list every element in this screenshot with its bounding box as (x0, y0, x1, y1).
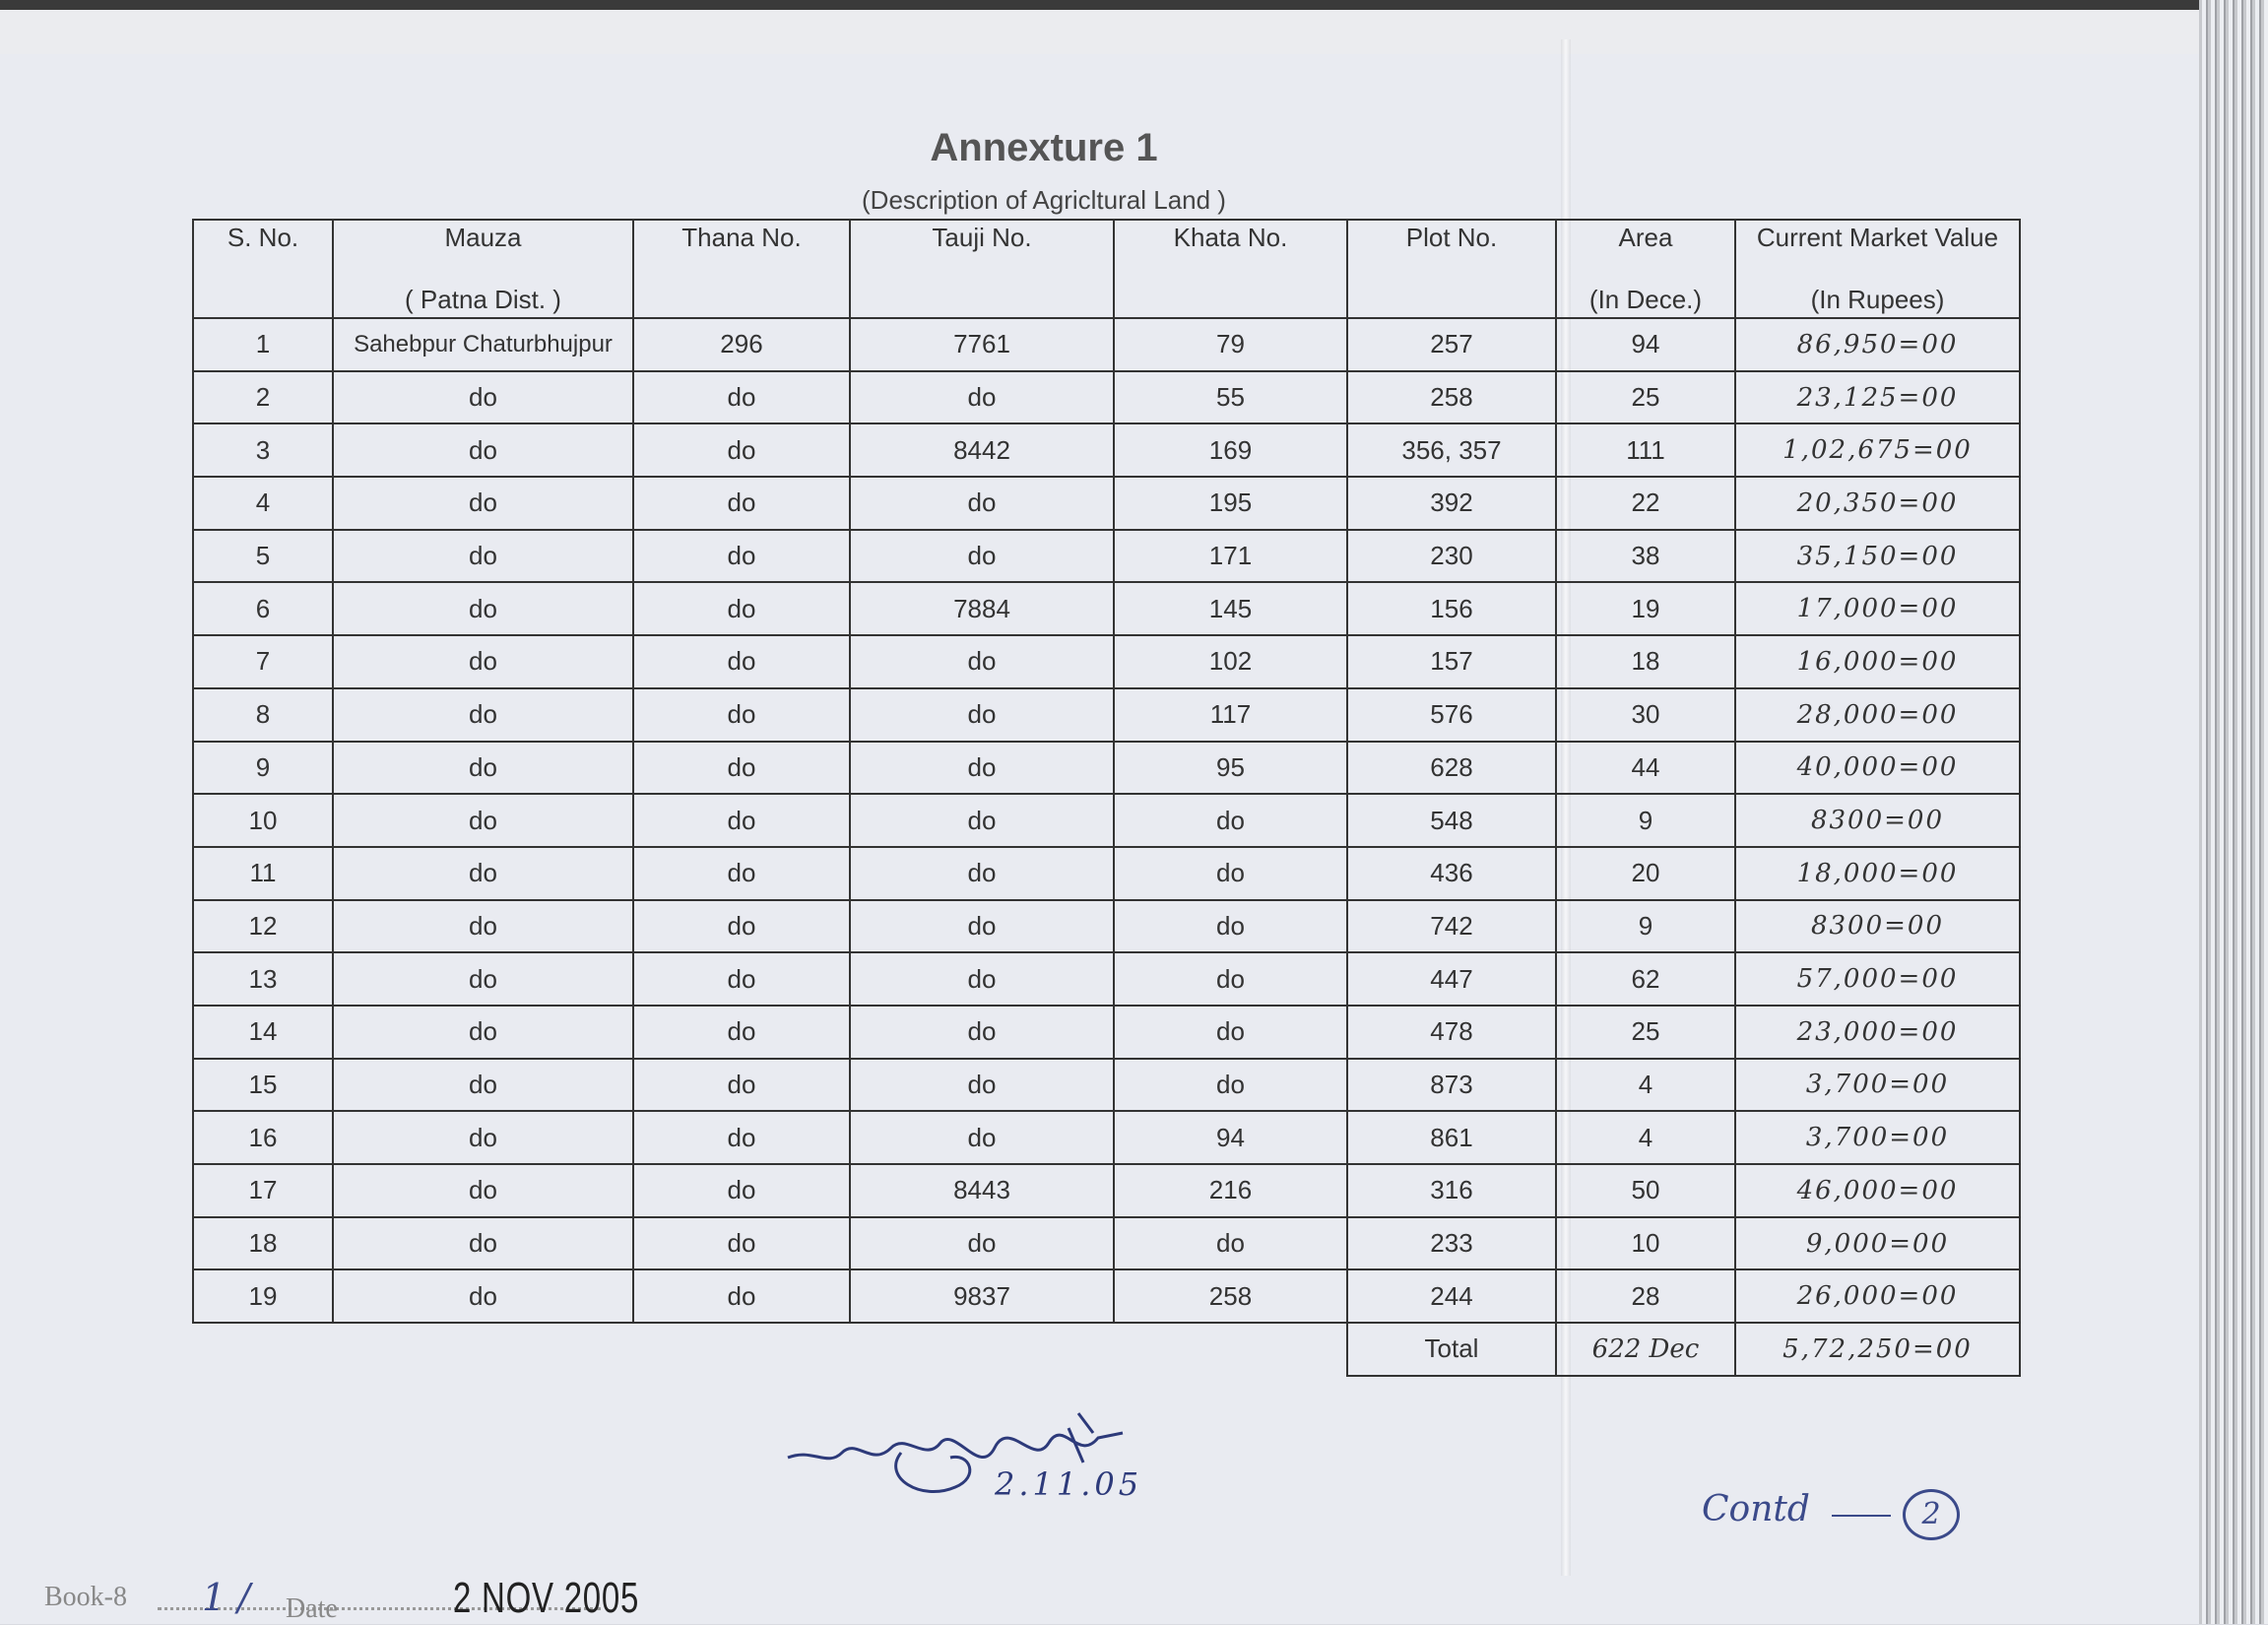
serial-cell: 7 (193, 635, 333, 688)
serial-cell: 4 (193, 477, 333, 530)
khata-cell: 117 (1114, 688, 1347, 742)
tauji-cell: do (850, 477, 1114, 530)
area-cell: 50 (1556, 1164, 1735, 1217)
tauji-cell: do (850, 847, 1114, 900)
area-cell: 20 (1556, 847, 1735, 900)
tauji-cell: 7761 (850, 318, 1114, 371)
khata-cell: 171 (1114, 530, 1347, 583)
area-cell: 9 (1556, 794, 1735, 847)
serial-cell: 19 (193, 1269, 333, 1323)
area-cell: 4 (1556, 1059, 1735, 1112)
mauza-cell: do (333, 1111, 633, 1164)
area-cell: 10 (1556, 1217, 1735, 1270)
tauji-cell: do (850, 794, 1114, 847)
thana-cell: do (633, 582, 850, 635)
khata-cell: do (1114, 900, 1347, 953)
area-cell: 18 (1556, 635, 1735, 688)
table-row (193, 1006, 2020, 1059)
plot-cell: 447 (1347, 952, 1556, 1006)
serial-cell: 9 (193, 742, 333, 795)
column-header-label: Plot No. (1405, 223, 1498, 252)
plot-cell: 230 (1347, 530, 1556, 583)
tauji-cell: 7884 (850, 582, 1114, 635)
khata-cell: do (1114, 952, 1347, 1006)
khata-cell: 94 (1114, 1111, 1347, 1164)
thana-cell: do (633, 1111, 850, 1164)
serial-cell: 5 (193, 530, 333, 583)
tauji-cell: do (850, 635, 1114, 688)
serial-cell: 15 (193, 1059, 333, 1112)
column-header-label: S. No. (227, 223, 299, 252)
khata-cell: 55 (1114, 371, 1347, 424)
area-cell: 9 (1556, 900, 1735, 953)
plot-cell: 873 (1347, 1059, 1556, 1112)
tauji-cell: do (850, 530, 1114, 583)
plot-cell: 316 (1347, 1164, 1556, 1217)
serial-cell: 6 (193, 582, 333, 635)
mauza-cell: Sahebpur Chaturbhujpur (333, 318, 633, 371)
book-mark: 1 / (202, 1576, 251, 1619)
tauji-cell: 8442 (850, 423, 1114, 477)
thana-cell: do (633, 1269, 850, 1323)
total-area: 622 Dec (1556, 1323, 1735, 1376)
mauza-cell: do (333, 423, 633, 477)
top-strip (0, 0, 2268, 59)
area-cell: 22 (1556, 477, 1735, 530)
mauza-cell: do (333, 371, 633, 424)
scan-edge (0, 0, 2268, 10)
serial-cell: 14 (193, 1006, 333, 1059)
table-row (193, 423, 2020, 477)
table-row (193, 952, 2020, 1006)
column-header (333, 220, 633, 318)
table-row (193, 1217, 2020, 1270)
column-header-label: Current Market Value (1756, 223, 1999, 252)
table-row (193, 900, 2020, 953)
khata-cell: 195 (1114, 477, 1347, 530)
market-value-cell: 46,000=00 (1735, 1164, 2020, 1217)
market-value-cell: 86,950=00 (1735, 318, 2020, 371)
khata-cell: 216 (1114, 1164, 1347, 1217)
tauji-cell: do (850, 371, 1114, 424)
next-page-number: 2 (1903, 1489, 1960, 1540)
table-row (193, 1059, 2020, 1112)
mauza-cell: do (333, 1006, 633, 1059)
column-header-label: Khata No. (1173, 223, 1288, 252)
column-header-sublabel: (In Dece.) (1588, 285, 1703, 314)
table-header-row (193, 220, 2020, 318)
table-row (193, 477, 2020, 530)
mauza-cell: do (333, 1269, 633, 1323)
khata-cell: 79 (1114, 318, 1347, 371)
column-header-label: Tauji No. (932, 223, 1032, 252)
market-value-cell: 23,125=00 (1735, 371, 2020, 424)
book-label: Book-8 (44, 1582, 127, 1612)
market-value-cell: 3,700=00 (1735, 1059, 2020, 1112)
plot-cell: 356, 357 (1347, 423, 1556, 477)
tauji-cell: do (850, 1111, 1114, 1164)
market-value-cell: 18,000=00 (1735, 847, 2020, 900)
thana-cell: do (633, 688, 850, 742)
serial-cell: 12 (193, 900, 333, 953)
column-header (1556, 220, 1735, 318)
mauza-cell: do (333, 688, 633, 742)
khata-cell: do (1114, 1006, 1347, 1059)
table-row (193, 635, 2020, 688)
serial-cell: 11 (193, 847, 333, 900)
table-row (193, 318, 2020, 371)
khata-cell: 258 (1114, 1269, 1347, 1323)
column-header (850, 220, 1114, 318)
thana-cell: do (633, 794, 850, 847)
serial-cell: 18 (193, 1217, 333, 1270)
mauza-cell: do (333, 1164, 633, 1217)
plot-cell: 244 (1347, 1269, 1556, 1323)
land-table (192, 219, 2021, 1377)
mauza-cell: do (333, 794, 633, 847)
document-subtitle: (Description of Agricltural Land ) (862, 185, 1226, 215)
column-header-label: Mauza (444, 223, 522, 252)
thana-cell: do (633, 1217, 850, 1270)
table-row (193, 742, 2020, 795)
thana-cell: do (633, 530, 850, 583)
area-cell: 44 (1556, 742, 1735, 795)
column-header (1114, 220, 1347, 318)
column-header (193, 220, 333, 318)
khata-cell: 102 (1114, 635, 1347, 688)
plot-cell: 233 (1347, 1217, 1556, 1270)
column-header (1735, 220, 2020, 318)
plot-cell: 258 (1347, 371, 1556, 424)
table-row (193, 688, 2020, 742)
area-cell: 38 (1556, 530, 1735, 583)
mauza-cell: do (333, 1059, 633, 1112)
plot-cell: 861 (1347, 1111, 1556, 1164)
thana-cell: do (633, 477, 850, 530)
tauji-cell: do (850, 900, 1114, 953)
table-row (193, 530, 2020, 583)
serial-cell: 13 (193, 952, 333, 1006)
tauji-cell: do (850, 1059, 1114, 1112)
table-row (193, 1269, 2020, 1323)
khata-cell: do (1114, 1059, 1347, 1112)
plot-cell: 548 (1347, 794, 1556, 847)
khata-cell: 145 (1114, 582, 1347, 635)
serial-cell: 16 (193, 1111, 333, 1164)
market-value-cell: 3,700=00 (1735, 1111, 2020, 1164)
market-value-cell: 23,000=00 (1735, 1006, 2020, 1059)
thana-cell: do (633, 423, 850, 477)
plot-cell: 392 (1347, 477, 1556, 530)
serial-cell: 3 (193, 423, 333, 477)
plot-cell: 628 (1347, 742, 1556, 795)
signature-date: 2.11.05 (995, 1465, 1143, 1503)
date-stamp: 2 NOV 2005 (453, 1574, 640, 1622)
mauza-cell: do (333, 530, 633, 583)
column-header-sublabel: ( Patna Dist. ) (405, 285, 561, 314)
total-value: 5,72,250=00 (1735, 1323, 2020, 1376)
document-title: Annexture 1 (930, 126, 1158, 169)
area-cell: 111 (1556, 423, 1735, 477)
total-row-spacer (193, 1323, 1347, 1376)
tauji-cell: do (850, 742, 1114, 795)
table-row (193, 847, 2020, 900)
market-value-cell: 16,000=00 (1735, 635, 2020, 688)
mauza-cell: do (333, 1217, 633, 1270)
page-stack-edge (2199, 0, 2268, 1624)
market-value-cell: 1,02,675=00 (1735, 423, 2020, 477)
market-value-cell: 57,000=00 (1735, 952, 2020, 1006)
tauji-cell: do (850, 1006, 1114, 1059)
table-row (193, 371, 2020, 424)
mauza-cell: do (333, 742, 633, 795)
tauji-cell: do (850, 1217, 1114, 1270)
khata-cell: 169 (1114, 423, 1347, 477)
plot-cell: 742 (1347, 900, 1556, 953)
plot-cell: 576 (1347, 688, 1556, 742)
tauji-cell: do (850, 688, 1114, 742)
thana-cell: 296 (633, 318, 850, 371)
area-cell: 62 (1556, 952, 1735, 1006)
market-value-cell: 28,000=00 (1735, 688, 2020, 742)
thana-cell: do (633, 900, 850, 953)
mauza-cell: do (333, 582, 633, 635)
serial-cell: 8 (193, 688, 333, 742)
khata-cell: 95 (1114, 742, 1347, 795)
plot-cell: 156 (1347, 582, 1556, 635)
area-cell: 28 (1556, 1269, 1735, 1323)
plot-cell: 257 (1347, 318, 1556, 371)
table-row (193, 1164, 2020, 1217)
market-value-cell: 40,000=00 (1735, 742, 2020, 795)
thana-cell: do (633, 1059, 850, 1112)
tauji-cell: do (850, 952, 1114, 1006)
date-label: Date (286, 1593, 338, 1624)
serial-cell: 2 (193, 371, 333, 424)
column-header-label: Thana No. (681, 223, 802, 252)
total-row (193, 1323, 2020, 1376)
area-cell: 19 (1556, 582, 1735, 635)
plot-cell: 478 (1347, 1006, 1556, 1059)
tauji-cell: 8443 (850, 1164, 1114, 1217)
market-value-cell: 9,000=00 (1735, 1217, 2020, 1270)
continued-dash (1832, 1515, 1891, 1517)
area-cell: 30 (1556, 688, 1735, 742)
thana-cell: do (633, 847, 850, 900)
khata-cell: do (1114, 847, 1347, 900)
serial-cell: 1 (193, 318, 333, 371)
tauji-cell: 9837 (850, 1269, 1114, 1323)
table-row (193, 794, 2020, 847)
market-value-cell: 35,150=00 (1735, 530, 2020, 583)
plot-cell: 157 (1347, 635, 1556, 688)
table-row (193, 1111, 2020, 1164)
thana-cell: do (633, 742, 850, 795)
column-header-label: Area (1618, 223, 1673, 252)
column-header-sublabel: (In Rupees) (1810, 285, 1945, 314)
khata-cell: do (1114, 1217, 1347, 1270)
thana-cell: do (633, 952, 850, 1006)
column-header (633, 220, 850, 318)
serial-cell: 17 (193, 1164, 333, 1217)
thana-cell: do (633, 635, 850, 688)
area-cell: 4 (1556, 1111, 1735, 1164)
total-label: Total (1347, 1323, 1556, 1376)
area-cell: 25 (1556, 371, 1735, 424)
thana-cell: do (633, 371, 850, 424)
market-value-cell: 8300=00 (1735, 900, 2020, 953)
mauza-cell: do (333, 635, 633, 688)
market-value-cell: 17,000=00 (1735, 582, 2020, 635)
market-value-cell: 26,000=00 (1735, 1269, 2020, 1323)
area-cell: 25 (1556, 1006, 1735, 1059)
market-value-cell: 20,350=00 (1735, 477, 2020, 530)
continued-note: Contd (1702, 1489, 1810, 1529)
mauza-cell: do (333, 952, 633, 1006)
thana-cell: do (633, 1006, 850, 1059)
table-row (193, 582, 2020, 635)
khata-cell: do (1114, 794, 1347, 847)
mauza-cell: do (333, 900, 633, 953)
market-value-cell: 8300=00 (1735, 794, 2020, 847)
mauza-cell: do (333, 847, 633, 900)
table-body (193, 318, 2020, 1376)
plot-cell: 436 (1347, 847, 1556, 900)
column-header (1347, 220, 1556, 318)
mauza-cell: do (333, 477, 633, 530)
area-cell: 94 (1556, 318, 1735, 371)
serial-cell: 10 (193, 794, 333, 847)
thana-cell: do (633, 1164, 850, 1217)
